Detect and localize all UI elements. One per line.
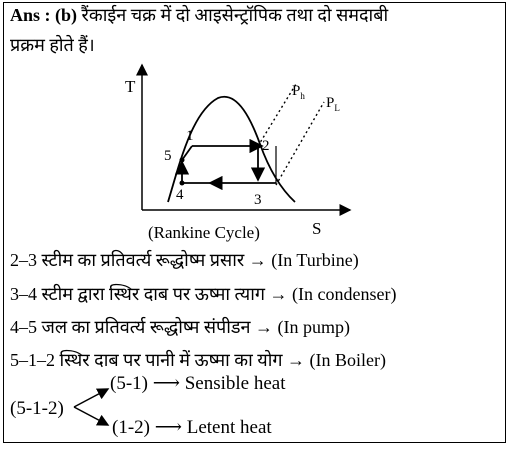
latent-label: Letent heat [186, 417, 272, 438]
process-where: (In pump) [277, 317, 351, 337]
high-pressure-line [258, 84, 296, 146]
arrow-icon: ⟶ [154, 417, 182, 438]
high-pressure-label: $P_h$ [292, 83, 305, 101]
sensible-range: (5-1) [110, 373, 148, 394]
state-label-3: 3 [254, 192, 262, 208]
breakdown-group: (5-1-2) [10, 398, 64, 419]
process-line-2 [10, 282, 396, 306]
latent-range: (1-2) [112, 417, 150, 438]
low-pressure-line [276, 102, 324, 185]
state-label-1: 1 [186, 128, 194, 144]
low-pressure-label: $P_L$ [326, 95, 340, 113]
breakdown-sensible [110, 372, 286, 395]
rankine-ts-diagram [120, 62, 360, 247]
diagram-caption: (Rankine Cycle) [148, 223, 260, 242]
arrow-icon: → [287, 350, 306, 370]
process-text: 3–4 स्टीम द्वारा स्थिर दाब पर ऊष्मा त्याग [10, 284, 265, 304]
state-point-5 [180, 158, 185, 163]
t-axis-label: T [125, 77, 136, 96]
process-line-1 [10, 248, 359, 272]
process-text: 2–3 स्टीम का प्रतिवर्त्य रूद्धोष्म प्रसार [10, 250, 245, 270]
arrow-icon: ⟶ [152, 373, 180, 394]
breakdown-latent [112, 416, 272, 439]
branch-arrow-up [74, 389, 108, 407]
state-label-5: 5 [164, 148, 172, 164]
process-text: 4–5 जल का प्रतिवर्त्य रूद्धोष्म संपीडन [10, 317, 251, 337]
sensible-label: Sensible heat [184, 373, 286, 394]
state-label-2: 2 [262, 138, 270, 154]
process-where: (In Boiler) [309, 350, 387, 370]
branch-arrow-down [74, 407, 108, 425]
answer-heading [10, 4, 388, 26]
answer-option: (b) [55, 5, 78, 25]
arrow-icon: → [248, 250, 267, 270]
process-where: (In condenser) [292, 284, 397, 304]
process-line-4 [10, 348, 386, 372]
process-line-3 [10, 315, 350, 339]
arrow-icon: → [269, 284, 288, 304]
arrow-icon: → [255, 317, 274, 337]
state-label-4: 4 [176, 187, 184, 203]
process-where: (In Turbine) [271, 250, 359, 270]
state-point-4 [180, 181, 185, 186]
answer-statement-line1: रैंकाईन चक्र में दो आइसेन्ट्रॉपिक तथा दो समदाबी [81, 5, 389, 25]
answer-label: Ans : [10, 5, 51, 25]
answer-statement-line2: प्रक्रम होते हैं। [10, 35, 95, 55]
s-axis-label: S [312, 219, 322, 238]
process-text: 5–1–2 स्थिर दाब पर पानी में ऊष्मा का योग [10, 350, 283, 370]
